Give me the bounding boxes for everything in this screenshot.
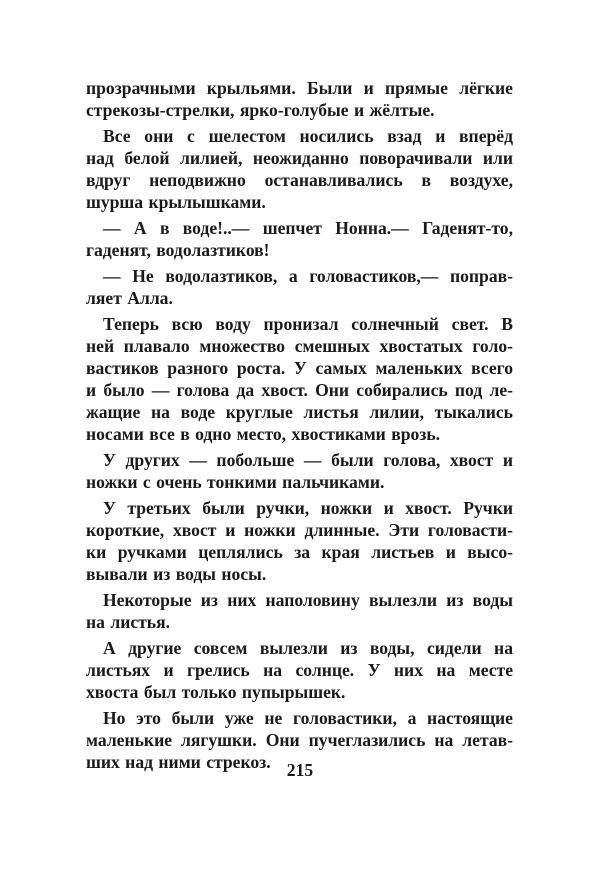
text-line: маленькие лягушки. Они пучеглазились на летав-	[86, 730, 513, 750]
text-line: ки ручками цеплялись за края листьев и высо-	[86, 542, 513, 562]
paragraph	[86, 125, 513, 213]
paragraph	[86, 265, 513, 309]
text-line: Но это были уже не головастики, а настоящие	[103, 708, 513, 728]
text-line: вывали из воды носы.	[86, 564, 267, 584]
text-line: А другие совсем вылезли из воды, сидели на	[103, 638, 513, 658]
text-line: стрекозы-стрелки, ярко-голубые и жёлтые.	[86, 100, 435, 120]
text-line: ней плавало множество смешных хвостатых голо-	[86, 336, 513, 356]
text-line: прозрачными крыльями. Были и прямые лёгкие	[86, 78, 513, 98]
paragraph	[86, 589, 513, 633]
paragraph	[86, 449, 513, 493]
text-line: вдруг неподвижно останавливались в воздухе,	[86, 170, 513, 190]
text-line: ножки с очень тонкими пальчиками.	[86, 472, 385, 492]
text-line: У других — побольше — были голова, хвост и	[103, 450, 513, 470]
text-line: носами все в одно место, хвостиками врозь.	[86, 424, 441, 444]
text-line: Некоторые из них наполовину вылезли из воды	[103, 590, 513, 610]
text-line: хвоста был только пупырышек.	[86, 682, 346, 702]
text-line: шурша крылышками.	[86, 192, 266, 212]
text-line: гаденят, водолазтиков!	[86, 240, 270, 260]
paragraph	[86, 313, 513, 445]
text-line: вастиков разного роста. У самых маленьких всего	[86, 358, 513, 378]
paragraph	[86, 497, 513, 585]
text-line: ших над ними стрекоз.	[86, 752, 271, 772]
text-line: Все они с шелестом носились взад и вперёд	[103, 126, 513, 146]
page-number: 215	[286, 760, 314, 780]
page-body-text	[86, 77, 513, 777]
text-line: над белой лилией, неожиданно поворачивали или	[86, 148, 513, 168]
text-line: Теперь всю воду пронизал солнечный свет. В	[103, 314, 513, 334]
paragraph	[86, 637, 513, 703]
text-line: листьях и грелись на солнце. У них на месте	[86, 660, 513, 680]
text-line: ляет Алла.	[86, 288, 173, 308]
text-line: — А в воде!..— шепчет Нонна.— Гаденят-то,	[103, 218, 513, 238]
paragraph	[86, 217, 513, 261]
text-line: на листья.	[86, 612, 171, 632]
paragraph	[86, 77, 513, 121]
text-line: и было — голова да хвост. Они собирались под ле-	[86, 380, 513, 400]
text-line: У третьих были ручки, ножки и хвост. Ручки	[103, 498, 513, 518]
text-line: — Не водолазтиков, а головастиков,— поправ-	[103, 266, 513, 286]
text-line: жащие на воде круглые листья лилии, тыкались	[86, 402, 513, 422]
text-line: короткие, хвост и ножки длинные. Эти головасти-	[86, 520, 513, 540]
